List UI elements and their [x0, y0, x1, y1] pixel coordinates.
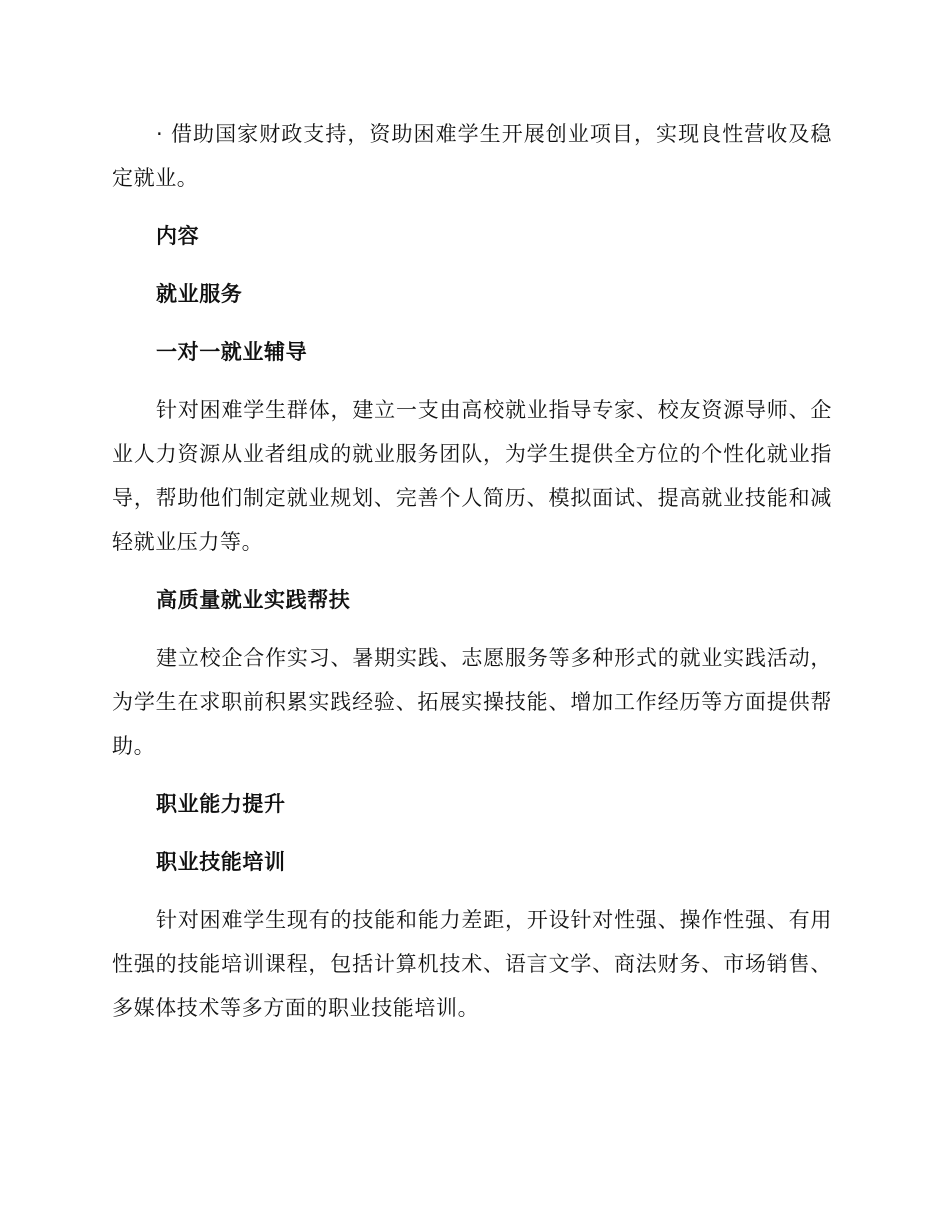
spacer	[112, 826, 832, 840]
spacer	[112, 622, 832, 636]
heading-employment-service: 就业服务	[156, 282, 243, 306]
spacer	[112, 564, 832, 578]
spacer	[112, 316, 832, 330]
spacer	[112, 884, 832, 898]
heading-practice-support: 高质量就业实践帮扶	[156, 588, 351, 612]
spacer	[112, 258, 832, 272]
heading-content: 内容	[156, 224, 200, 248]
spacer	[112, 768, 832, 782]
spacer	[112, 200, 832, 214]
paragraph-guidance-team: 针对困难学生群体，建立一支由高校就业指导专家、校友资源导师、企业人力资源从业者组成的就业服务团队，为学生提供全方位的个性化就业指导，帮助他们制定就业规划、完善个人简历、模拟面试、提高就业技能和减轻就业压力等。	[112, 398, 832, 554]
paragraph-training-courses: 针对困难学生现有的技能和能力差距，开设针对性强、操作性强、有用性强的技能培训课程，包括计算机技术、语言文学、商法财务、市场销售、多媒体技术等多方面的职业技能培训。	[112, 908, 832, 1020]
heading-one-on-one-guidance: 一对一就业辅导	[156, 340, 308, 364]
spacer	[112, 374, 832, 388]
paragraph-practice-activities: 建立校企合作实习、暑期实践、志愿服务等多种形式的就业实践活动，为学生在求职前积累实践经验、拓展实操技能、增加工作经历等方面提供帮助。	[112, 646, 832, 758]
document-body	[112, 112, 832, 1030]
heading-skills-training: 职业技能培训	[156, 850, 286, 874]
heading-career-ability: 职业能力提升	[156, 792, 286, 816]
bullet-paragraph-financial-support: · 借助国家财政支持，资助困难学生开展创业项目，实现良性营收及稳定就业。	[112, 122, 832, 190]
